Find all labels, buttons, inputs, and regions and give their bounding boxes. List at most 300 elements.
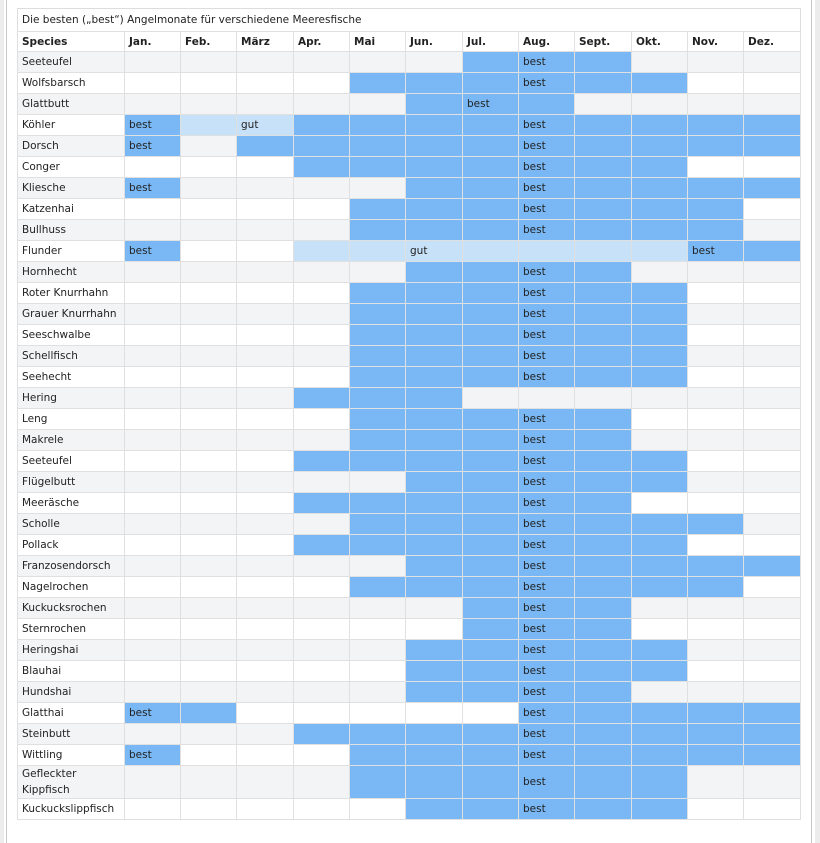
- month-cell-best: [463, 220, 519, 241]
- month-cell-best: [406, 283, 463, 304]
- month-cell-empty: [181, 799, 237, 820]
- month-cell-empty: [632, 598, 688, 619]
- month-cell-empty: [294, 514, 350, 535]
- month-cell-best: [463, 577, 519, 598]
- month-cell-best: [632, 640, 688, 661]
- month-cell-empty: [125, 367, 181, 388]
- month-cell-empty: [125, 94, 181, 115]
- window-edge-left: [0, 0, 4, 843]
- month-cell-best: [350, 766, 406, 799]
- month-cell-best: [575, 367, 632, 388]
- month-cell-best: [463, 430, 519, 451]
- month-cell-empty: [406, 619, 463, 640]
- month-cell-empty: [181, 556, 237, 577]
- month-cell-empty: [688, 94, 744, 115]
- month-cell-best: [294, 388, 350, 409]
- month-cell-empty: [181, 283, 237, 304]
- species-name: Leng: [18, 409, 125, 430]
- species-name: Seeschwalbe: [18, 325, 125, 346]
- month-cell-best: [744, 556, 801, 577]
- month-cell-empty: [632, 262, 688, 283]
- month-cell-best: [575, 157, 632, 178]
- month-cell-best: [294, 724, 350, 745]
- month-cell-empty: [294, 703, 350, 724]
- month-cell-best: [463, 115, 519, 136]
- month-cell-empty: [294, 409, 350, 430]
- month-cell-best: best: [519, 283, 575, 304]
- month-cell-best: [406, 157, 463, 178]
- month-cell-empty: [744, 619, 801, 640]
- month-cell-best: [463, 157, 519, 178]
- table-row: [18, 640, 801, 661]
- species-name: Franzosendorsch: [18, 556, 125, 577]
- month-cell-empty: [350, 661, 406, 682]
- month-cell-best: [575, 535, 632, 556]
- month-cell-empty: [181, 178, 237, 199]
- month-cell-empty: [575, 388, 632, 409]
- month-cell-empty: [181, 304, 237, 325]
- month-cell-empty: [294, 346, 350, 367]
- table-row: [18, 619, 801, 640]
- month-cell-best: [632, 535, 688, 556]
- table-row: [18, 304, 801, 325]
- month-cell-empty: [688, 52, 744, 73]
- month-cell-gut: gut: [406, 241, 463, 262]
- month-cell-best: [575, 346, 632, 367]
- month-cell-best: best: [519, 262, 575, 283]
- species-name: Dorsch: [18, 136, 125, 157]
- table-body: [18, 52, 801, 820]
- month-cell-best: [575, 73, 632, 94]
- table-row: [18, 535, 801, 556]
- month-cell-best: [463, 598, 519, 619]
- month-cell-best: best: [519, 472, 575, 493]
- month-cell-empty: [125, 52, 181, 73]
- species-name: Hering: [18, 388, 125, 409]
- month-cell-best: [463, 472, 519, 493]
- month-cell-best: [688, 514, 744, 535]
- month-cell-best: [181, 703, 237, 724]
- month-cell-empty: [744, 283, 801, 304]
- species-name: Flunder: [18, 241, 125, 262]
- month-cell-best: best: [125, 115, 181, 136]
- species-name: Heringshai: [18, 640, 125, 661]
- month-cell-empty: [125, 598, 181, 619]
- month-cell-empty: [406, 703, 463, 724]
- header-month: Mai: [350, 32, 406, 52]
- month-cell-best: [632, 283, 688, 304]
- month-cell-empty: [294, 367, 350, 388]
- month-cell-best: [744, 136, 801, 157]
- month-cell-best: best: [463, 94, 519, 115]
- month-cell-empty: [237, 94, 294, 115]
- month-cell-best: [632, 136, 688, 157]
- month-cell-best: [350, 577, 406, 598]
- month-cell-empty: [237, 724, 294, 745]
- month-cell-empty: [688, 598, 744, 619]
- month-cell-empty: [744, 682, 801, 703]
- month-cell-empty: [632, 682, 688, 703]
- month-cell-best: [406, 556, 463, 577]
- month-cell-best: [463, 304, 519, 325]
- table-row: [18, 661, 801, 682]
- table-row: [18, 766, 801, 799]
- month-cell-empty: [125, 556, 181, 577]
- month-cell-best: best: [519, 556, 575, 577]
- month-cell-best: best: [125, 241, 181, 262]
- month-cell-empty: [237, 535, 294, 556]
- month-cell-best: [463, 367, 519, 388]
- month-cell-best: best: [519, 304, 575, 325]
- table-row: [18, 703, 801, 724]
- table-row: [18, 682, 801, 703]
- month-cell-best: [350, 325, 406, 346]
- month-cell-empty: [744, 766, 801, 799]
- month-cell-empty: [744, 493, 801, 514]
- month-cell-empty: [744, 535, 801, 556]
- month-cell-empty: [237, 514, 294, 535]
- species-name: Nagelrochen: [18, 577, 125, 598]
- header-month: Okt.: [632, 32, 688, 52]
- table-caption: Die besten („best“) Angelmonate für verschiedene Meeresfische: [17, 8, 801, 31]
- month-cell-empty: [744, 577, 801, 598]
- month-cell-empty: [181, 73, 237, 94]
- month-cell-empty: [237, 661, 294, 682]
- month-cell-best: [406, 262, 463, 283]
- month-cell-empty: [181, 94, 237, 115]
- month-cell-best: best: [519, 799, 575, 820]
- month-cell-empty: [237, 619, 294, 640]
- month-cell-empty: [181, 157, 237, 178]
- month-cell-empty: [294, 262, 350, 283]
- month-cell-best: [688, 556, 744, 577]
- month-cell-best: [350, 220, 406, 241]
- month-cell-best: [575, 325, 632, 346]
- month-cell-empty: [237, 745, 294, 766]
- month-cell-best: best: [519, 409, 575, 430]
- month-cell-empty: [294, 577, 350, 598]
- month-cell-empty: [294, 766, 350, 799]
- month-cell-empty: [237, 388, 294, 409]
- table-row: [18, 73, 801, 94]
- species-name: Gefleckter Kippfisch: [18, 766, 125, 799]
- month-cell-best: best: [519, 682, 575, 703]
- month-cell-best: best: [519, 514, 575, 535]
- month-cell-empty: [744, 598, 801, 619]
- month-cell-empty: [237, 241, 294, 262]
- month-cell-best: [575, 52, 632, 73]
- month-cell-best: [350, 745, 406, 766]
- month-cell-empty: [237, 325, 294, 346]
- species-name: Hundshai: [18, 682, 125, 703]
- month-cell-empty: [350, 799, 406, 820]
- species-name: Seehecht: [18, 367, 125, 388]
- month-cell-best: [575, 262, 632, 283]
- month-cell-empty: [125, 661, 181, 682]
- header-month: Feb.: [181, 32, 237, 52]
- month-cell-empty: [350, 598, 406, 619]
- month-cell-best: [575, 514, 632, 535]
- month-cell-empty: [744, 640, 801, 661]
- month-cell-best: [463, 766, 519, 799]
- species-name: Makrele: [18, 430, 125, 451]
- month-cell-best: [406, 799, 463, 820]
- month-cell-best: [406, 367, 463, 388]
- month-cell-empty: [294, 661, 350, 682]
- month-cell-best: [406, 136, 463, 157]
- month-cell-empty: [181, 136, 237, 157]
- month-cell-empty: [294, 619, 350, 640]
- month-cell-best: [632, 766, 688, 799]
- header-month: Sept.: [575, 32, 632, 52]
- month-cell-best: [575, 799, 632, 820]
- month-cell-best: [463, 514, 519, 535]
- month-cell-empty: [632, 52, 688, 73]
- month-cell-best: [632, 115, 688, 136]
- species-name: Pollack: [18, 535, 125, 556]
- table-row: [18, 136, 801, 157]
- month-cell-best: [688, 220, 744, 241]
- month-cell-empty: [237, 598, 294, 619]
- month-cell-empty: [294, 598, 350, 619]
- table-row: [18, 94, 801, 115]
- month-cell-empty: [237, 178, 294, 199]
- month-cell-empty: [181, 472, 237, 493]
- month-cell-best: [632, 472, 688, 493]
- month-cell-best: [350, 346, 406, 367]
- header-month: Jan.: [125, 32, 181, 52]
- month-cell-empty: [125, 262, 181, 283]
- table-row: [18, 157, 801, 178]
- month-cell-empty: [237, 577, 294, 598]
- month-cell-best: [350, 115, 406, 136]
- month-cell-best: [406, 577, 463, 598]
- month-cell-best: best: [519, 598, 575, 619]
- month-cell-empty: [688, 388, 744, 409]
- month-cell-empty: [350, 262, 406, 283]
- month-cell-best: [294, 535, 350, 556]
- month-cell-empty: [125, 430, 181, 451]
- month-cell-empty: [688, 766, 744, 799]
- month-cell-best: [688, 199, 744, 220]
- month-cell-best: [463, 640, 519, 661]
- month-cell-empty: [181, 577, 237, 598]
- table-row: [18, 556, 801, 577]
- month-cell-empty: [237, 703, 294, 724]
- month-cell-empty: [125, 535, 181, 556]
- month-cell-best: best: [519, 73, 575, 94]
- month-cell-empty: [181, 220, 237, 241]
- month-cell-best: best: [125, 745, 181, 766]
- month-cell-empty: [350, 682, 406, 703]
- month-cell-empty: [688, 325, 744, 346]
- month-cell-best: [575, 199, 632, 220]
- month-cell-empty: [181, 598, 237, 619]
- month-cell-best: [632, 661, 688, 682]
- month-cell-best: [632, 178, 688, 199]
- month-cell-best: [744, 115, 801, 136]
- month-cell-best: [350, 367, 406, 388]
- species-name: Flügelbutt: [18, 472, 125, 493]
- month-cell-best: [463, 535, 519, 556]
- month-cell-empty: [237, 640, 294, 661]
- month-cell-best: best: [519, 493, 575, 514]
- month-cell-empty: [688, 283, 744, 304]
- month-cell-empty: [688, 682, 744, 703]
- month-cell-best: [632, 367, 688, 388]
- month-cell-empty: [237, 262, 294, 283]
- month-cell-best: best: [519, 451, 575, 472]
- month-cell-best: [350, 388, 406, 409]
- month-cell-best: [632, 346, 688, 367]
- month-cell-empty: [237, 430, 294, 451]
- species-name: Bullhuss: [18, 220, 125, 241]
- month-cell-best: [463, 493, 519, 514]
- month-cell-best: [632, 157, 688, 178]
- species-name: Glattbutt: [18, 94, 125, 115]
- month-cell-empty: [237, 682, 294, 703]
- month-cell-best: [575, 178, 632, 199]
- month-cell-empty: [688, 661, 744, 682]
- month-cell-best: [463, 325, 519, 346]
- month-cell-empty: [688, 472, 744, 493]
- month-cell-best: best: [519, 745, 575, 766]
- month-cell-best: [350, 73, 406, 94]
- month-cell-empty: [181, 388, 237, 409]
- header-month: Dez.: [744, 32, 801, 52]
- month-cell-empty: [181, 241, 237, 262]
- species-name: Köhler: [18, 115, 125, 136]
- month-cell-empty: [519, 388, 575, 409]
- month-cell-best: best: [519, 367, 575, 388]
- month-cell-empty: [125, 493, 181, 514]
- month-cell-empty: [688, 262, 744, 283]
- species-name: Katzenhai: [18, 199, 125, 220]
- month-cell-empty: [632, 430, 688, 451]
- month-cell-best: [406, 766, 463, 799]
- month-cell-empty: [125, 199, 181, 220]
- month-cell-best: [406, 535, 463, 556]
- month-cell-best: [463, 682, 519, 703]
- table-row: [18, 430, 801, 451]
- month-cell-empty: [350, 703, 406, 724]
- month-cell-best: [350, 535, 406, 556]
- month-cell-best: [350, 136, 406, 157]
- month-cell-empty: [688, 304, 744, 325]
- month-cell-empty: [294, 799, 350, 820]
- month-cell-empty: [181, 640, 237, 661]
- header-month: März: [237, 32, 294, 52]
- month-cell-best: [237, 136, 294, 157]
- month-cell-empty: [688, 799, 744, 820]
- month-cell-best: [632, 325, 688, 346]
- header-month: Nov.: [688, 32, 744, 52]
- month-cell-empty: [294, 304, 350, 325]
- month-cell-empty: [294, 52, 350, 73]
- species-name: Meeräsche: [18, 493, 125, 514]
- month-cell-empty: [688, 157, 744, 178]
- month-cell-best: [688, 178, 744, 199]
- month-cell-empty: [294, 472, 350, 493]
- month-cell-empty: [181, 724, 237, 745]
- table-row: [18, 472, 801, 493]
- month-cell-empty: [744, 661, 801, 682]
- month-cell-empty: [125, 799, 181, 820]
- species-name: Seeteufel: [18, 451, 125, 472]
- month-cell-best: [688, 724, 744, 745]
- month-cell-best: best: [519, 724, 575, 745]
- header-row: [18, 32, 801, 52]
- month-cell-gut: [519, 241, 575, 262]
- month-cell-empty: [463, 388, 519, 409]
- month-cell-best: [406, 640, 463, 661]
- month-cell-empty: [237, 451, 294, 472]
- month-cell-best: [350, 430, 406, 451]
- month-cell-best: best: [519, 115, 575, 136]
- month-cell-best: [406, 346, 463, 367]
- month-cell-empty: [294, 94, 350, 115]
- species-name: Roter Knurrhahn: [18, 283, 125, 304]
- fishing-months-table: [17, 8, 801, 820]
- month-cell-empty: [294, 178, 350, 199]
- month-cell-best: [575, 409, 632, 430]
- month-cell-empty: [294, 73, 350, 94]
- month-cell-best: best: [519, 661, 575, 682]
- month-cell-best: [406, 472, 463, 493]
- table-row: [18, 745, 801, 766]
- month-cell-empty: [744, 52, 801, 73]
- month-cell-best: [519, 94, 575, 115]
- month-cell-best: [632, 220, 688, 241]
- month-cell-empty: [125, 682, 181, 703]
- month-cell-empty: [744, 430, 801, 451]
- month-cell-best: [294, 451, 350, 472]
- month-cell-best: [688, 577, 744, 598]
- table-row: [18, 799, 801, 820]
- month-cell-best: best: [519, 346, 575, 367]
- month-cell-empty: [237, 556, 294, 577]
- month-cell-best: best: [519, 577, 575, 598]
- month-cell-best: [575, 136, 632, 157]
- month-cell-empty: [744, 220, 801, 241]
- month-cell-empty: [181, 346, 237, 367]
- month-cell-best: [350, 451, 406, 472]
- month-cell-empty: [294, 199, 350, 220]
- month-cell-best: [744, 745, 801, 766]
- month-cell-gut: [294, 241, 350, 262]
- month-cell-empty: [688, 535, 744, 556]
- month-cell-best: [406, 115, 463, 136]
- table-row: [18, 52, 801, 73]
- month-cell-empty: [744, 472, 801, 493]
- month-cell-empty: [181, 409, 237, 430]
- month-cell-empty: [125, 73, 181, 94]
- month-cell-best: best: [125, 136, 181, 157]
- table-row: [18, 409, 801, 430]
- month-cell-empty: [744, 73, 801, 94]
- month-cell-empty: [744, 157, 801, 178]
- month-cell-empty: [125, 640, 181, 661]
- month-cell-empty: [125, 766, 181, 799]
- month-cell-empty: [632, 493, 688, 514]
- month-cell-empty: [294, 430, 350, 451]
- month-cell-empty: [237, 766, 294, 799]
- month-cell-best: [575, 283, 632, 304]
- month-cell-best: [632, 745, 688, 766]
- month-cell-empty: [406, 52, 463, 73]
- month-cell-best: [350, 493, 406, 514]
- month-cell-best: [463, 724, 519, 745]
